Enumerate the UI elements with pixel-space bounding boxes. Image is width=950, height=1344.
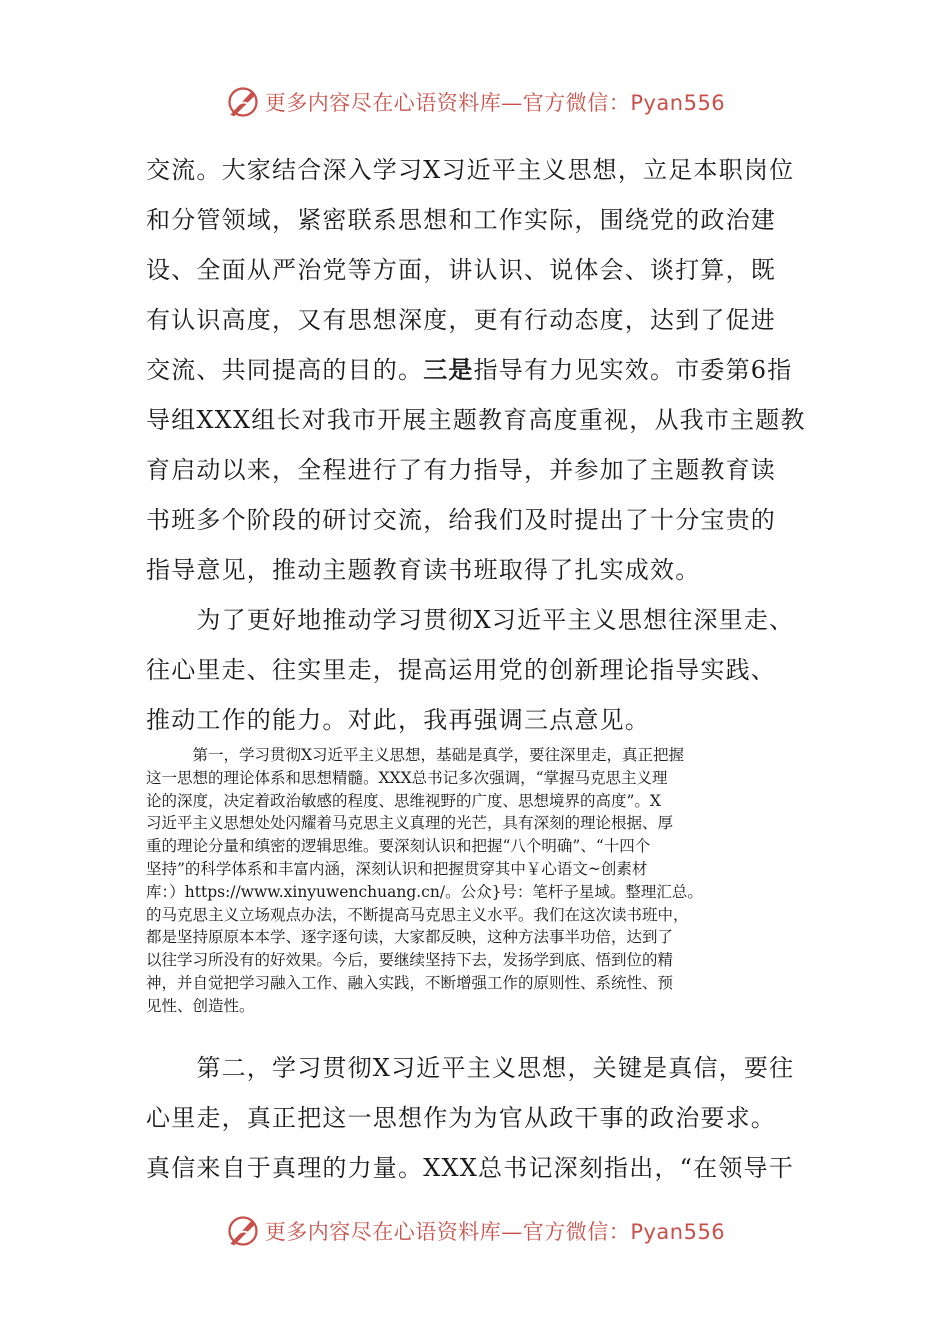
text-line: 以往学习所没有的好效果。今后，要继续坚持下去，发扬学到底、悟到位的精: [146, 951, 674, 970]
text-line: 神，并自觉把学习融入工作、融入实践，不断增强工作的原则性、系统性、预: [146, 973, 674, 992]
watermark-text: [265, 1216, 725, 1246]
text-line: 书班多个阶段的研讨交流，给我们及时提出了十分宝贵的: [146, 506, 776, 534]
paragraph-second-point: [146, 1043, 816, 1193]
text-line: 推动工作的能力。对此，我再强调三点意见。: [146, 706, 650, 734]
text-line: 和分管领域，紧密联系思想和工作实际，围绕党的政治建: [146, 206, 776, 234]
text-line: 往心里走、往实里走，提高运用党的创新理论指导实践、: [146, 656, 776, 684]
watermark-handle: Pyan556: [630, 1220, 726, 1244]
text-segment: 指导有力见实效。市委第6指: [473, 356, 793, 384]
text-line: 指导意见，推动主题教育读书班取得了扎实成效。: [146, 556, 701, 584]
text-line: 这一思想的理论体系和思想精髓。XXX总书记多次强调，“掌握马克思主义理: [146, 768, 668, 787]
text-line: 库：）https://www.xinyuwenchuang.cn/。公众}号：笔杆子星域。整理汇总。: [146, 882, 703, 901]
pen-logo-icon: [225, 84, 261, 120]
paragraph-first-point: [146, 744, 810, 1018]
text-line: 导组XXX组长对我市开展主题教育高度重视，从我市主题教: [146, 406, 806, 434]
watermark-handle: Pyan556: [630, 91, 726, 115]
text-line: 有认识高度，又有思想深度，更有行动态度，达到了促进: [146, 306, 776, 334]
watermark-label: 更多内容尽在心语资料库—官方微信：: [264, 91, 631, 115]
pen-logo-icon: [225, 1213, 261, 1249]
text-line: 见性、创造性。: [146, 996, 255, 1015]
text-line: 为了更好地推动学习贯彻X习近平主义思想往深里走、: [146, 606, 795, 634]
text-line: 都是坚持原原本本学、逐字逐句读，大家都反映，这种方法事半功倍，达到了: [146, 928, 674, 947]
text-line: 习近平主义思想处处闪耀着马克思主义真理的光芒，具有深刻的理论根据、厚: [146, 814, 674, 833]
text-line: 心里走，真正把这一思想作为为官从政干事的政治要求。: [146, 1104, 776, 1132]
text-line: [146, 345, 816, 395]
text-line: 第二，学习贯彻X习近平主义思想，关键是真信，要往: [146, 1054, 795, 1082]
text-line: 真信来自于真理的力量。XXX总书记深刻指出，“在领导干: [146, 1154, 794, 1182]
text-line: 第一，学习贯彻X习近平主义思想，基础是真学，要往深里走，真正把握: [146, 746, 685, 764]
paragraph-intro: [146, 595, 816, 745]
paragraph-continuation: [146, 145, 816, 595]
header-watermark: [0, 82, 950, 122]
text-line: 坚持”的科学体系和丰富内涵，深刻认识和把握贯穿其中￥心语文~创素材: [146, 859, 648, 878]
watermark-label: 更多内容尽在心语资料库—官方微信：: [264, 1220, 631, 1244]
text-line: 设、全面从严治党等方面，讲认识、说体会、谈打算，既: [146, 256, 776, 284]
text-line: 育启动以来，全程进行了有力指导，并参加了主题教育读: [146, 456, 776, 484]
text-line: 交流。大家结合深入学习X习近平主义思想，立足本职岗位: [146, 156, 795, 184]
text-segment: 交流、共同提高的目的。: [146, 356, 424, 384]
text-line: 的马克思主义立场观点办法，不断提高马克思主义水平。我们在这次读书班中，: [146, 905, 689, 924]
text-line: 论的深度，决定着政治敏感的程度、思维视野的广度、思想境界的高度”。X: [146, 791, 661, 810]
text-line: 重的理论分量和缜密的逻辑思维。要深刻认识和把握“八个明确”、“十四个: [146, 837, 651, 856]
watermark-text: [265, 87, 725, 117]
bold-segment: 三是: [423, 355, 474, 384]
footer-watermark: [0, 1211, 950, 1251]
